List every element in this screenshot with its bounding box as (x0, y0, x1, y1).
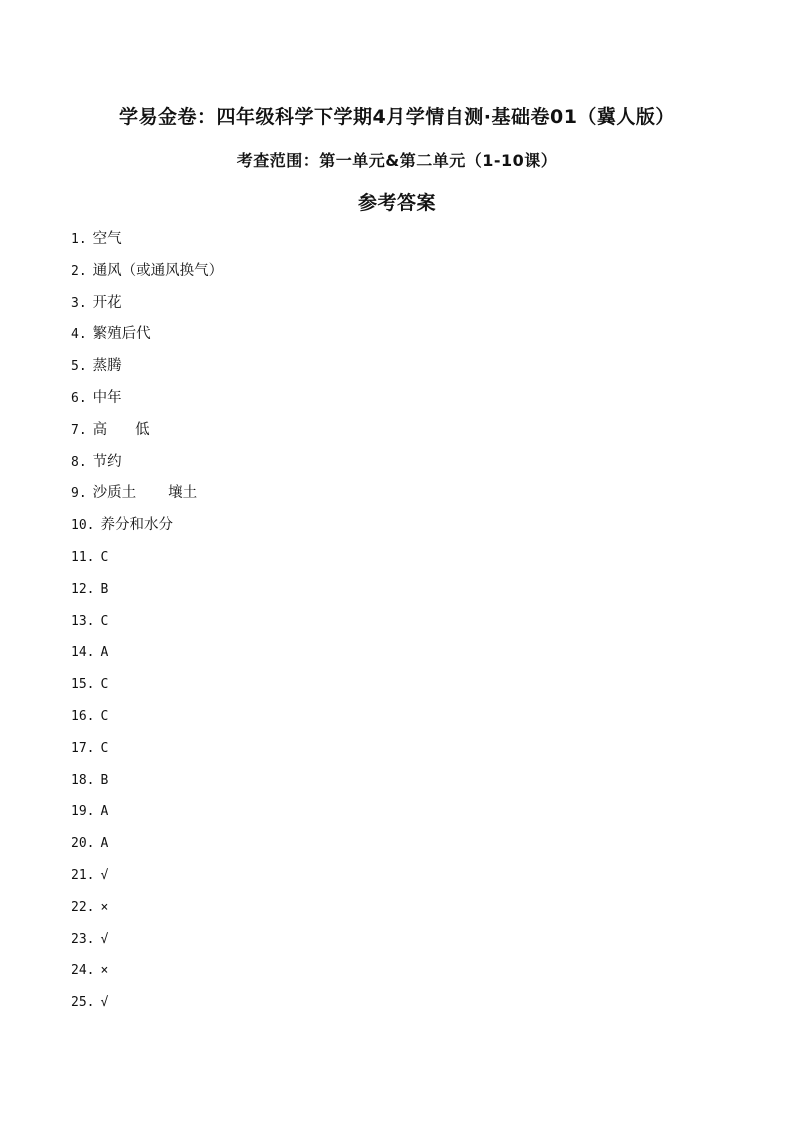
answer-item (71, 828, 223, 860)
answer-number: 3. (71, 295, 87, 311)
answer-number: 8. (71, 454, 87, 470)
check-mark: √ (100, 995, 109, 1011)
answer-text: C (100, 613, 109, 629)
answer-number: 14. (71, 645, 95, 661)
answer-number: 6. (71, 390, 87, 406)
answer-item (71, 701, 223, 733)
answer-item (71, 606, 223, 638)
answer-text: A (100, 836, 109, 852)
answer-text: C (100, 708, 109, 724)
check-mark: √ (100, 867, 109, 883)
answer-item (71, 892, 223, 924)
cross-mark: × (100, 963, 109, 979)
answer-item (71, 224, 223, 256)
answer-text: 蒸腾 (92, 358, 122, 375)
answer-text: 开花 (92, 294, 122, 311)
answer-text: 繁殖后代 (92, 326, 151, 343)
answer-item (71, 542, 223, 574)
answer-number: 2. (71, 263, 87, 279)
answer-item (71, 478, 223, 510)
answer-text: 节约 (92, 453, 122, 470)
answer-item (71, 860, 223, 892)
answer-text-second: 低 (135, 421, 150, 438)
answer-number: 9. (71, 486, 87, 502)
answer-text: B (100, 581, 109, 597)
answer-number: 4. (71, 327, 87, 343)
answer-number: 23. (71, 931, 95, 947)
answer-text: C (100, 549, 109, 565)
check-mark: √ (100, 931, 109, 947)
answer-item (71, 351, 223, 383)
answer-text: A (100, 804, 109, 820)
answer-item (71, 510, 223, 542)
answer-text: 沙质土 (92, 485, 137, 502)
answer-number: 25. (71, 995, 95, 1011)
answer-number: 1. (71, 232, 87, 247)
answer-heading: 参考答案 (357, 192, 436, 214)
answer-item (71, 319, 223, 351)
answer-item (71, 733, 223, 765)
answer-text: 中年 (92, 389, 122, 406)
answer-number: 16. (71, 708, 95, 724)
answer-text: C (100, 740, 109, 756)
answer-list (71, 224, 223, 1019)
answer-text: 空气 (92, 231, 122, 247)
answer-text: B (100, 772, 109, 788)
answer-number: 12. (71, 581, 95, 597)
answer-item (71, 924, 223, 956)
answer-number: 17. (71, 740, 95, 756)
answer-text: 养分和水分 (100, 517, 173, 534)
answer-number: 11. (71, 549, 95, 565)
answer-number: 7. (71, 422, 87, 438)
answer-number: 22. (71, 899, 95, 915)
answer-item (71, 256, 223, 288)
answer-number: 20. (71, 836, 95, 852)
answer-text: 高 (92, 421, 108, 438)
answer-item (71, 383, 223, 415)
document-title: 学易金卷：四年级科学下学期4月学情自测·基础卷01（冀人版） (119, 106, 675, 128)
answer-text-second: 壤土 (168, 485, 198, 502)
answer-item (71, 669, 223, 701)
answer-item (71, 288, 223, 320)
exam-scope: 考查范围：第一单元&第二单元（1-10课） (236, 151, 558, 170)
answer-item (71, 955, 223, 987)
answer-number: 15. (71, 677, 95, 693)
cross-mark: × (100, 899, 109, 915)
answer-number: 10. (71, 518, 95, 534)
answer-number: 19. (71, 804, 95, 820)
answer-item (71, 637, 223, 669)
answer-text: A (100, 645, 109, 661)
answer-item (71, 415, 223, 447)
answer-number: 21. (71, 867, 95, 883)
answer-text: C (100, 677, 109, 693)
answer-item (71, 574, 223, 606)
answer-number: 18. (71, 772, 95, 788)
answer-item (71, 765, 223, 797)
answer-item (71, 447, 223, 479)
answer-number: 13. (71, 613, 95, 629)
answer-number: 24. (71, 963, 95, 979)
answer-text: 通风（或通风换气） (92, 262, 224, 279)
answer-item (71, 987, 223, 1019)
answer-number: 5. (71, 359, 87, 375)
answer-item (71, 796, 223, 828)
